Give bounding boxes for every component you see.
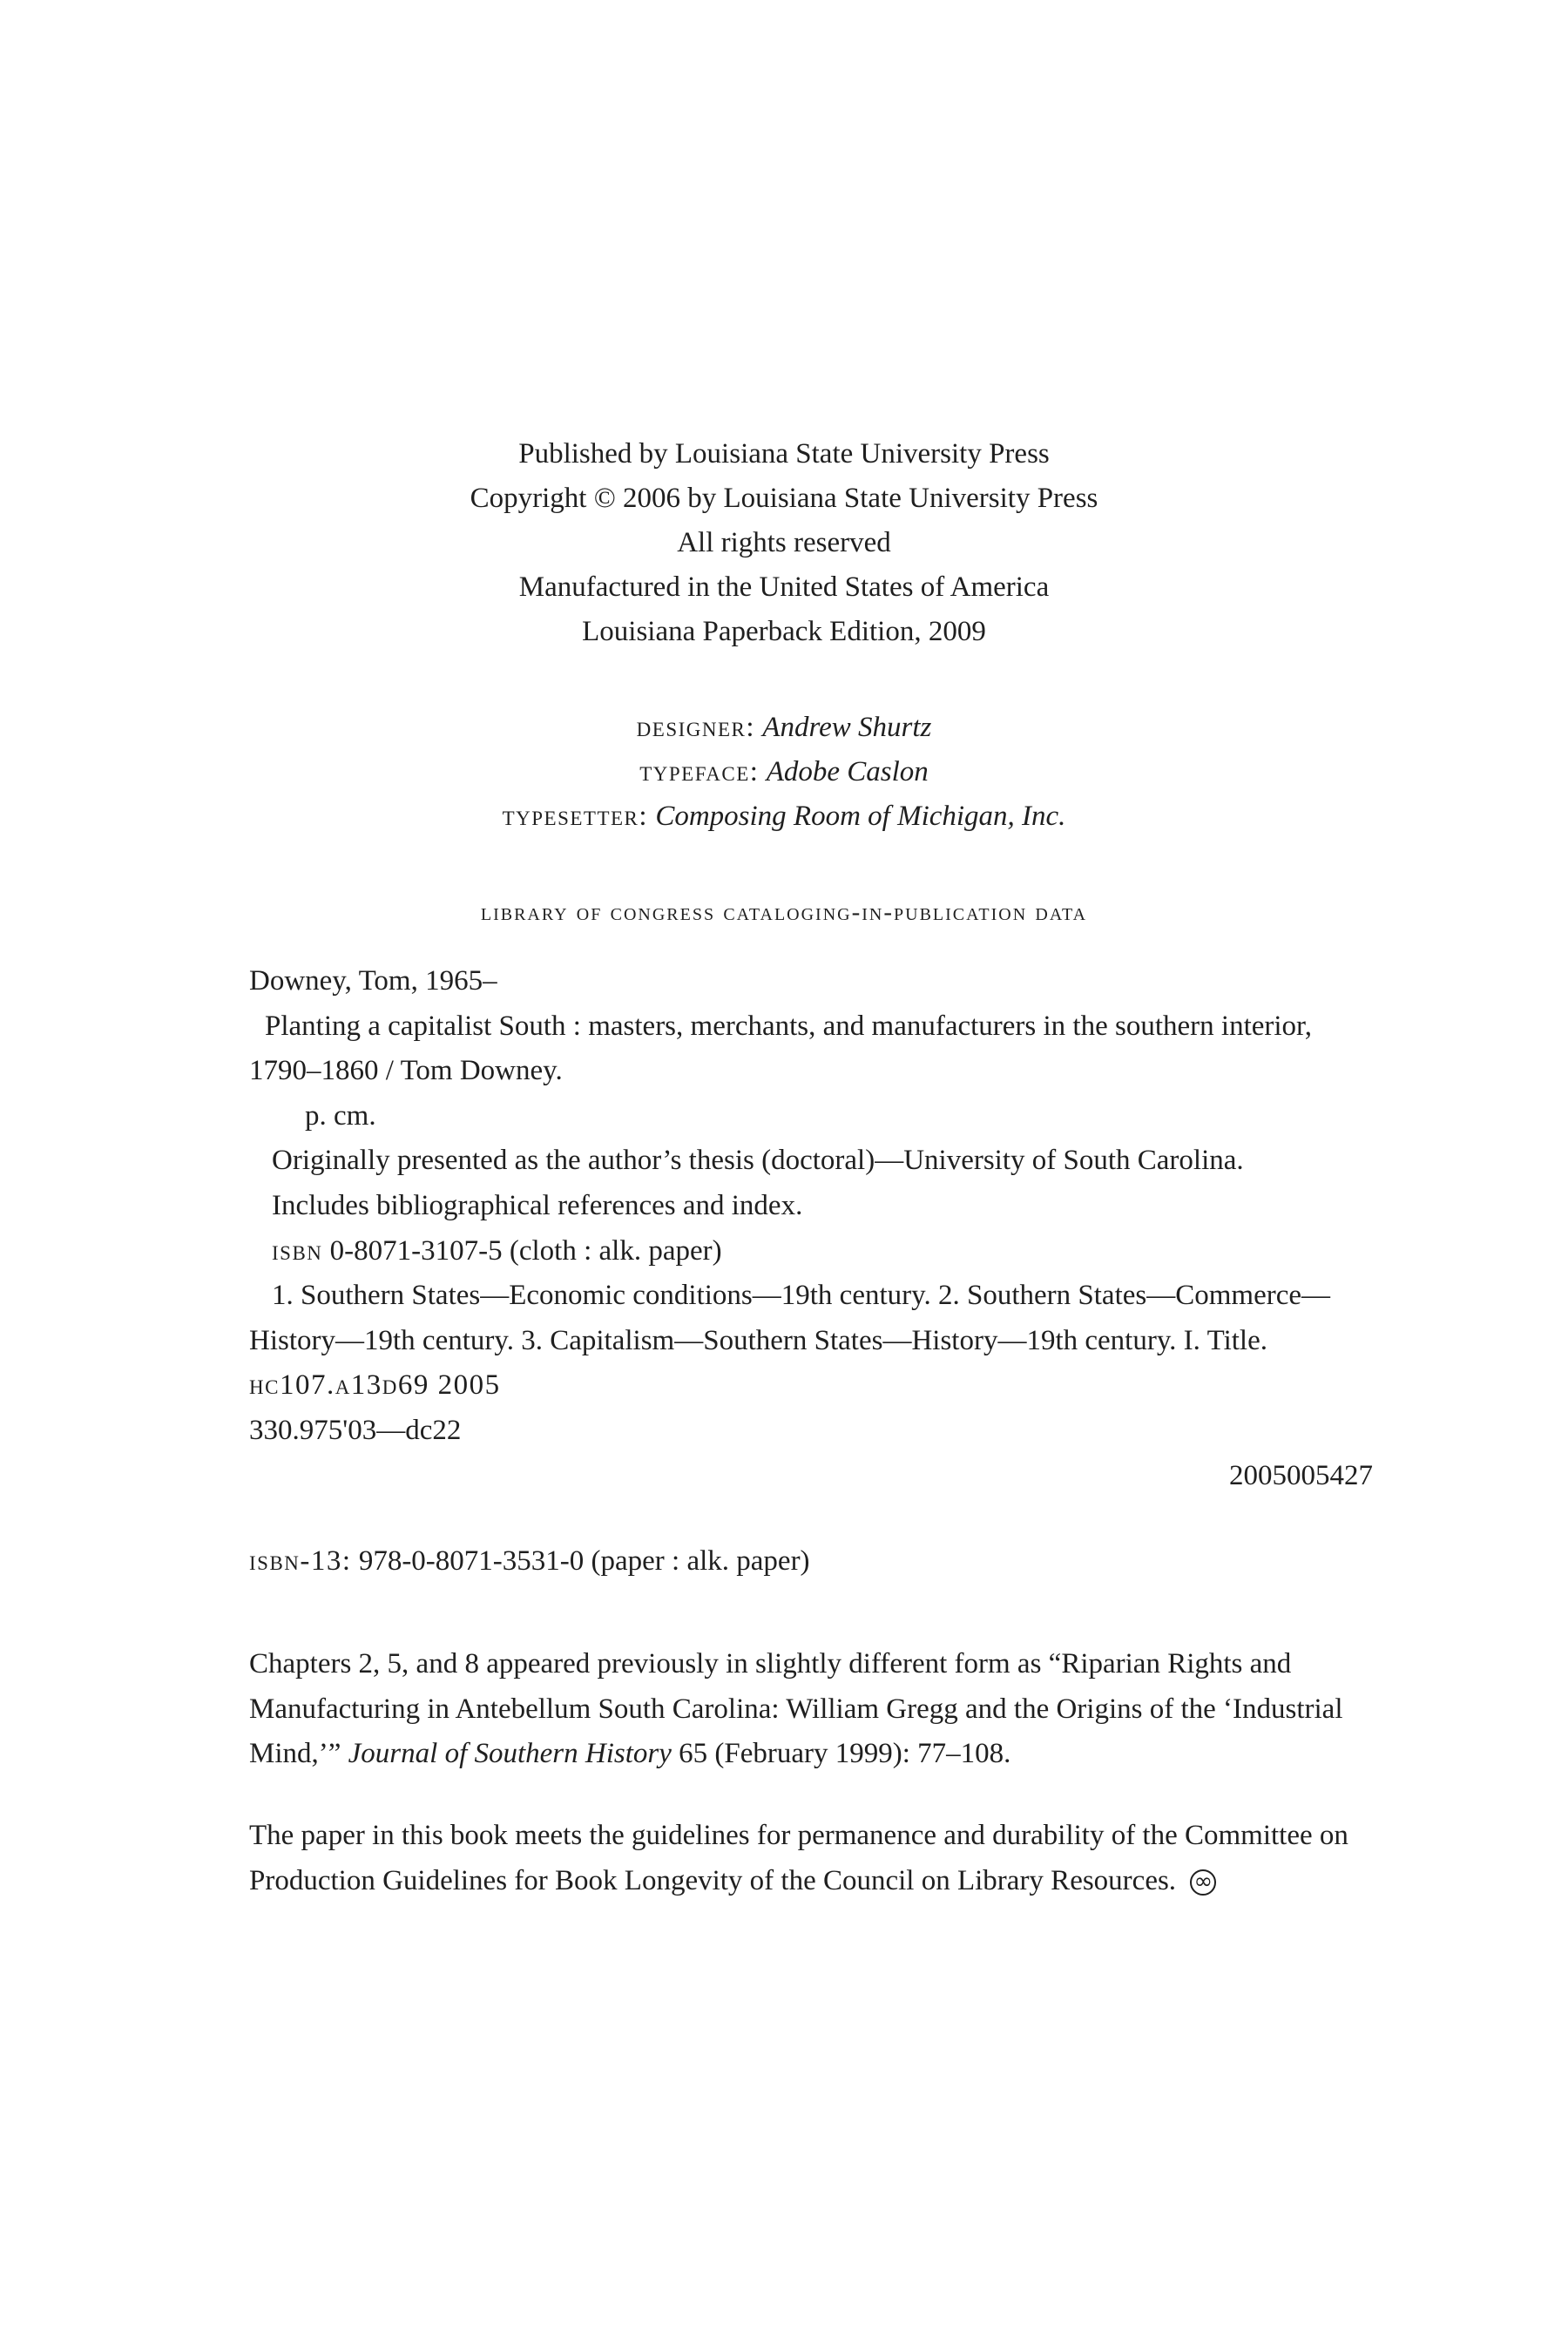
cip-title-line-1: Planting a capitalist South : masters, merchants, and manufacturers in the southern interior, bbox=[265, 1010, 1312, 1042]
designer-value: Andrew Shurtz bbox=[762, 712, 932, 743]
paper-note bbox=[249, 1814, 1373, 1903]
paper-note-line-2 bbox=[249, 1859, 1373, 1904]
typeface-credit bbox=[0, 750, 1568, 794]
manufactured-line: Manufactured in the United States of America bbox=[518, 571, 1050, 603]
cip-isbn-value: 0-8071-3107-5 (cloth : alk. paper) bbox=[329, 1234, 722, 1267]
cip-heading: library of congress cataloging-in-publication data bbox=[480, 898, 1088, 926]
credits-block bbox=[0, 706, 1568, 839]
typeface-label: typeface: bbox=[639, 756, 760, 787]
cip-block bbox=[249, 959, 1373, 1498]
paper-note-line-1: The paper in this book meets the guidelines for permanence and durability of the Committee on bbox=[249, 1820, 1348, 1851]
chapters-note-line-1: Chapters 2, 5, and 8 appeared previously in slightly different form as “Riparian Rights and bbox=[249, 1648, 1292, 1680]
cip-lc-class: hc107.a13d69 2005 bbox=[249, 1369, 501, 1402]
published-by-line: Published by Louisiana State University Press bbox=[518, 438, 1050, 470]
copyright-line: Copyright © 2006 by Louisiana State University Press bbox=[470, 483, 1098, 514]
typesetter-label: typesetter: bbox=[502, 801, 649, 832]
cip-author: Downey, Tom, 1965– bbox=[249, 965, 497, 997]
cip-bibliography-note: Includes bibliographical references and index. bbox=[272, 1189, 803, 1221]
isbn13-label: isbn-13: bbox=[249, 1545, 352, 1577]
isbn13-line bbox=[249, 1539, 1373, 1585]
cip-lccn: 2005005427 bbox=[1229, 1459, 1373, 1491]
chapters-note-line-2: Manufacturing in Antebellum South Carolina: William Gregg and the Origins of the ‘Industrial bbox=[249, 1693, 1343, 1725]
isbn13-value: 978-0-8071-3531-0 (paper : alk. paper) bbox=[358, 1545, 810, 1577]
typesetter-value: Composing Room of Michigan, Inc. bbox=[655, 801, 1066, 832]
typeface-value: Adobe Caslon bbox=[766, 756, 929, 787]
cip-pcm: p. cm. bbox=[305, 1099, 376, 1132]
chapters-note-line-3-end: 65 (February 1999): 77–108. bbox=[679, 1738, 1011, 1770]
cip-subjects-line-1: 1. Southern States—Economic conditions—19th century. 2. Southern States—Commerce— bbox=[272, 1280, 1331, 1312]
paper-note-line-2-text: Production Guidelines for Book Longevity of the Council on Library Resources. bbox=[249, 1864, 1177, 1896]
chapters-note-line-3 bbox=[249, 1732, 1373, 1777]
designer-label: designer: bbox=[636, 712, 756, 743]
permanence-infinity-icon: ∞ bbox=[1190, 1869, 1216, 1896]
cip-subjects-line-2: History—19th century. 3. Capitalism—Southern States—History—19th century. I. Title. bbox=[249, 1324, 1267, 1356]
isbn13-block bbox=[249, 1539, 1373, 1585]
cip-thesis-note: Originally presented as the author’s thesis (doctoral)—University of South Carolina. bbox=[272, 1145, 1244, 1177]
journal-title: Journal of Southern History bbox=[348, 1738, 672, 1770]
edition-line: Louisiana Paperback Edition, 2009 bbox=[582, 616, 986, 647]
designer-credit bbox=[0, 706, 1568, 750]
cip-isbn bbox=[249, 1229, 1373, 1274]
chapters-note-line-3-start: Mind,’” bbox=[249, 1738, 341, 1770]
publisher-block bbox=[0, 432, 1568, 654]
rights-line: All rights reserved bbox=[677, 527, 891, 558]
chapters-note bbox=[249, 1642, 1373, 1777]
cip-title-line-2: 1790–1860 / Tom Downey. bbox=[249, 1055, 563, 1087]
cip-isbn-label: isbn bbox=[272, 1234, 323, 1267]
cip-dewey: 330.975'03—dc22 bbox=[249, 1414, 462, 1446]
typesetter-credit bbox=[0, 794, 1568, 839]
